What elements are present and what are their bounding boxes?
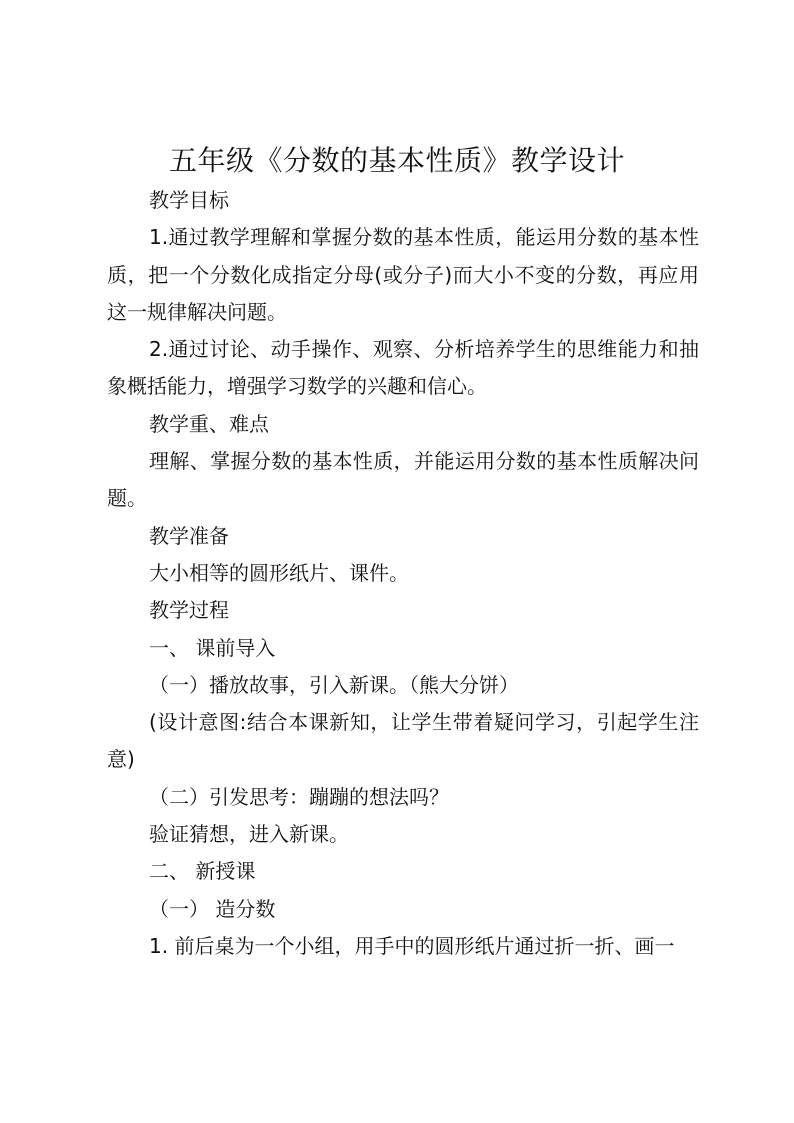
paragraph-preparation: 大小相等的圆形纸片、课件。 [149,560,409,585]
paragraph-play-story: （一）播放故事，引入新课。（熊大分饼） [149,672,519,697]
section-heading-teaching-preparation: 教学准备 [149,523,229,548]
paragraph-step-1: 1. 前后桌为一个小组，用手中的圆形纸片通过折一折、画一 [149,933,675,958]
paragraph-design-intent: (设计意图:结合本课新知，让学生带着疑问学习，引起学生注意) [107,710,699,772]
document-title: 五年级《分数的基本性质》教学设计 [168,144,625,177]
paragraph-key-points: 理解、掌握分数的基本性质，并能运用分数的基本性质解决问题。 [107,449,699,511]
paragraph-goal-2: 2.通过讨论、动手操作、观察、分析培养学生的思维能力和抽象概括能力，增强学习数学的兴趣和信心。 [107,337,699,399]
subheading-pre-class-introduction: 一、 课前导入 [149,635,276,660]
subheading-new-lesson: 二、 新授课 [149,859,256,884]
subheading-make-fractions: （一） 造分数 [149,896,276,921]
paragraph-goal-1: 1.通过教学理解和掌握分数的基本性质，能运用分数的基本性质，把一个分数化成指定分母(或分子)而大小不变的分数，再应用这一规律解决问题。 [107,225,699,324]
document-body [107,182,699,965]
paragraph-verify-guess: 验证猜想，进入新课。 [149,822,349,847]
paragraph-provoke-thinking: （二）引发思考：蹦蹦的想法吗？ [149,784,449,809]
section-heading-key-difficult-points: 教学重、难点 [149,411,269,436]
section-heading-teaching-process: 教学过程 [149,598,229,623]
section-heading-teaching-goals: 教学目标 [149,188,229,212]
